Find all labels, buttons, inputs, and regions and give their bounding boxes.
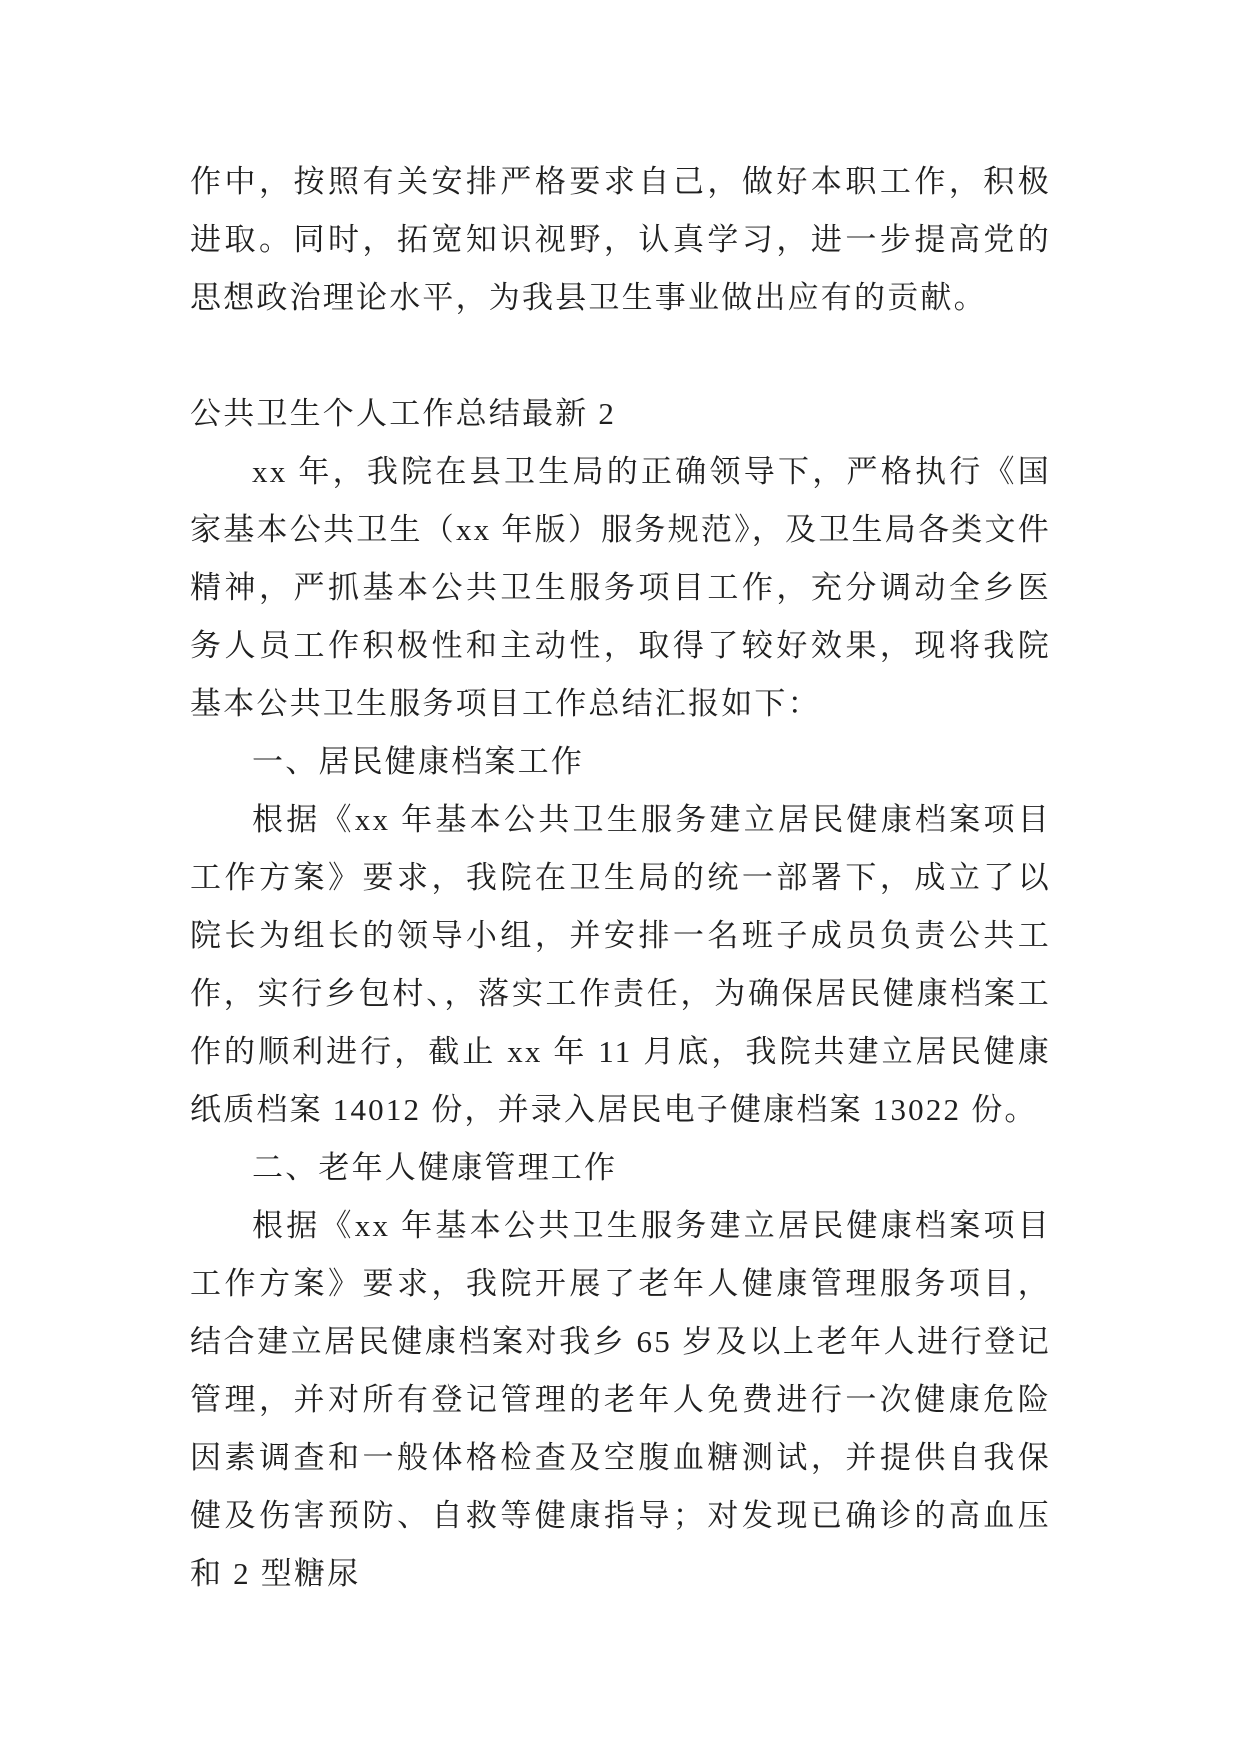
paragraph-elderly-health-management: 根据《xx 年基本公共卫生服务建立居民健康档案项目工作方案》要求，我院开展了老年人健康管理服务项目，结合建立居民健康档案对我乡 65 岁及以上老年人进行登记管理，并对所有登记管理的老年人免费进行一次健康危险因素调查和一般体格检查及空腹血糖测试，并提供自我保健及伤害预防、自救等健康指导；对发现已确诊的高血压和 2 型糖尿 <box>190 1208 1051 1591</box>
section-title: 公共卫生个人工作总结最新 2 <box>190 396 617 431</box>
paragraph-intro: xx 年，我院在县卫生局的正确领导下，严格执行《国家基本公共卫生（xx 年版）服务规范》，及卫生局各类文件精神，严抓基本公共卫生服务项目工作，充分调动全乡医务人员工作积极性和主动性，取得了较好效果，现将我院基本公共卫生服务项目工作总结汇报如下： <box>190 454 1051 721</box>
paragraph-resident-health-records: 根据《xx 年基本公共卫生服务建立居民健康档案项目工作方案》要求，我院在卫生局的统一部署下，成立了以院长为组长的领导小组，并安排一名班子成员负责公共工作，实行乡包村、，落实工作责任，为确保居民健康档案工作的顺利进行，截止 xx 年 11 月底，我院共建立居民健康纸质档案 14012 份，并录入居民电子健康档案 13022 份。 <box>190 802 1051 1127</box>
subheading-resident-health-records: 一、居民健康档案工作 <box>252 744 584 779</box>
paragraph-continuation: 作中，按照有关安排严格要求自己，做好本职工作，积极进取。同时，拓宽知识视野，认真学习，进一步提高党的思想政治理论水平，为我县卫生事业做出应有的贡献。 <box>190 164 1051 315</box>
subheading-elderly-health-management: 二、老年人健康管理工作 <box>252 1150 618 1185</box>
